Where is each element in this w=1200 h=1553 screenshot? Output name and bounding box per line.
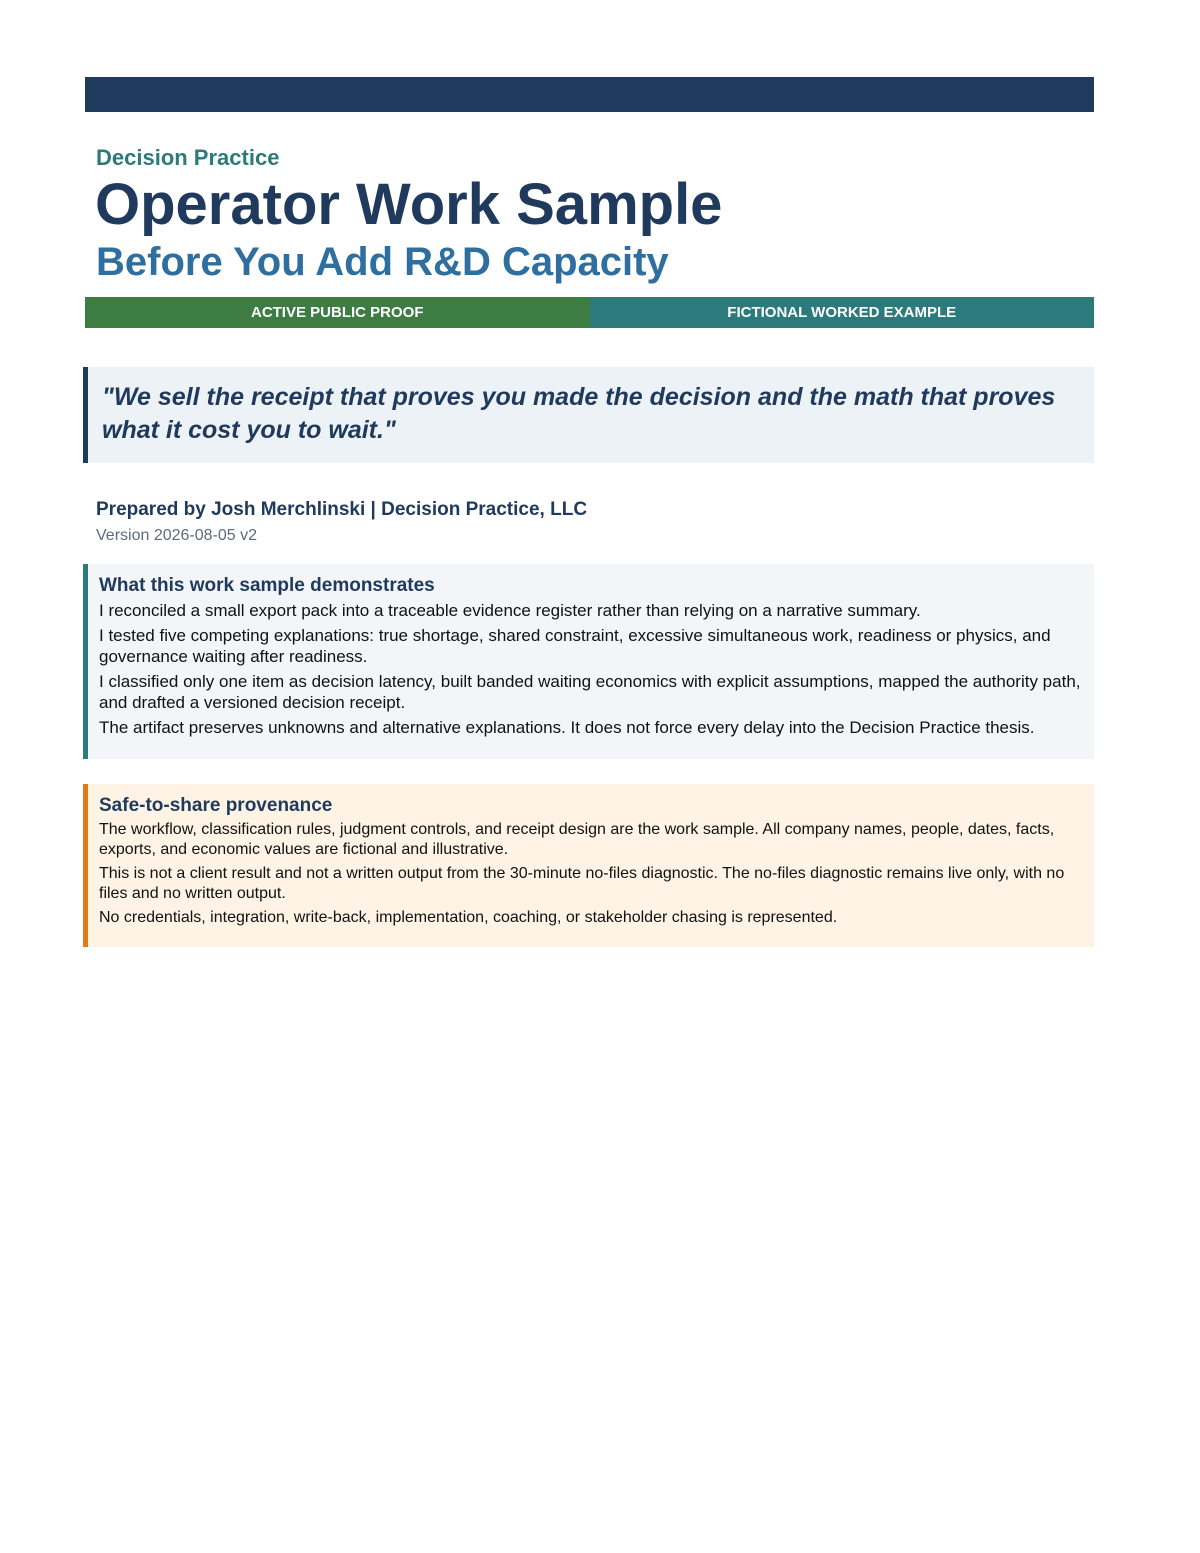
demonstrates-panel: [83, 564, 1094, 759]
pull-quote-text: "We sell the receipt that proves you made the decision and the math that proves what it cost you to wait.": [102, 383, 1056, 444]
prepared-by: Prepared by Josh Merchlinski | Decision Practice, LLC: [96, 499, 588, 520]
provenance-heading: Safe-to-share provenance: [99, 795, 333, 816]
status-tag-fictional-example: FICTIONAL WORKED EXAMPLE: [590, 297, 1095, 328]
brand-eyebrow: Decision Practice: [96, 145, 280, 170]
header-bar: [85, 77, 1094, 112]
status-tag-active-proof: ACTIVE PUBLIC PROOF: [85, 297, 590, 328]
page-title: Operator Work Sample: [95, 172, 723, 237]
demonstrates-paragraph: I reconciled a small export pack into a traceable evidence register rather than relying on a narrative summary.: [99, 601, 921, 620]
status-tag-row: [85, 297, 1094, 328]
demonstrates-heading: What this work sample demonstrates: [99, 575, 435, 596]
demonstrates-paragraph: I tested five competing explanations: true shortage, shared constraint, excessive simultaneous work, readiness or physics, and governance waiting after readiness.: [99, 626, 1051, 666]
demonstrates-paragraph: I classified only one item as decision latency, built banded waiting economics with explicit assumptions, mapped the authority path, and drafted a versioned decision receipt.: [99, 672, 1081, 712]
provenance-paragraph: The workflow, classification rules, judgment controls, and receipt design are the work sample. All company names, people, dates, facts, exports, and economic values are fictional and illustrative.: [99, 821, 1055, 858]
version-label: Version 2026-08-05 v2: [96, 527, 257, 544]
page-subtitle: Before You Add R&D Capacity: [96, 240, 669, 284]
provenance-paragraph: No credentials, integration, write-back, implementation, coaching, or stakeholder chasing is represented.: [99, 909, 838, 926]
provenance-panel: [83, 784, 1094, 947]
provenance-paragraph: This is not a client result and not a written output from the 30-minute no-files diagnostic. The no-files diagnostic remains live only, with no files and no written output.: [99, 865, 1065, 902]
demonstrates-paragraph: The artifact preserves unknowns and alternative explanations. It does not force every delay into the Decision Practice thesis.: [99, 718, 1035, 737]
pull-quote: [83, 367, 1094, 463]
